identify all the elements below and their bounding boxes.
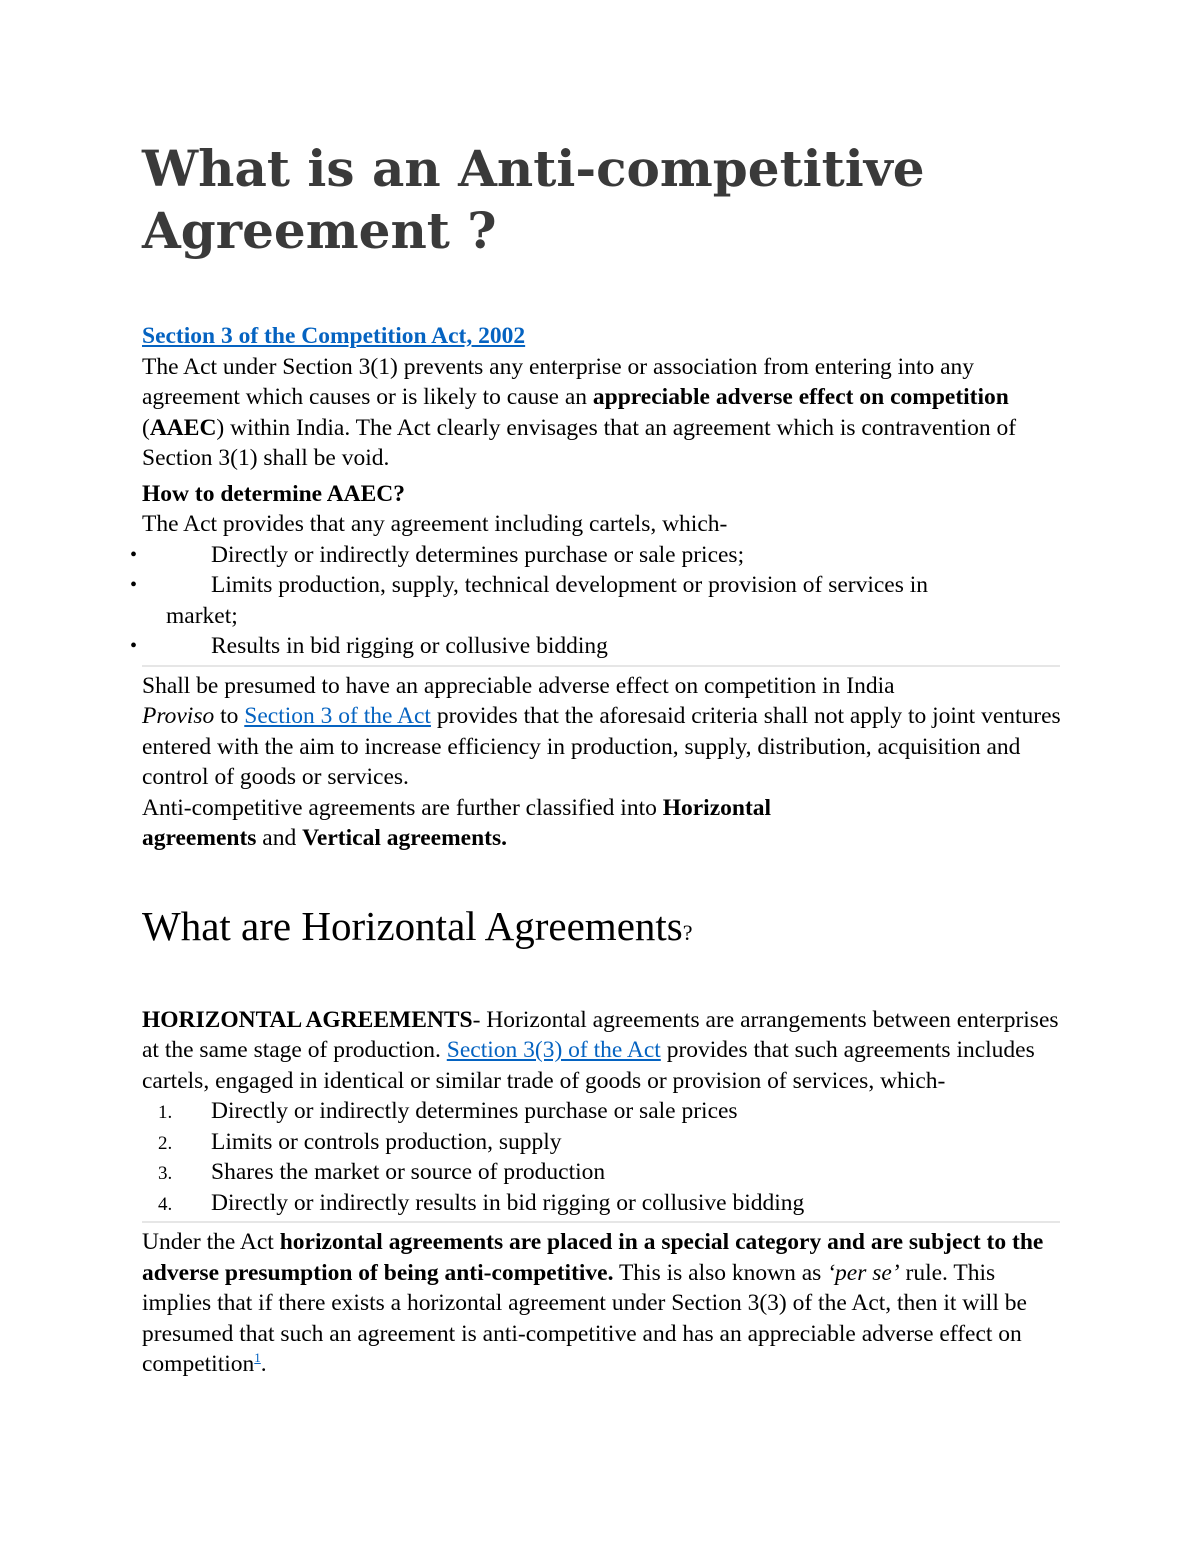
divider [142, 1221, 1060, 1223]
list-item: • Limits production, supply, technical development or provision of services in market; [130, 572, 929, 629]
bullet-icon: • [130, 635, 138, 657]
list-item: 2. Limits or controls production, supply [158, 1128, 562, 1155]
document-content [130, 138, 1062, 1380]
list-item: 4. Directly or indirectly results in bid rigging or collusive bidding [158, 1189, 805, 1216]
page-title: What is an Anti-competitive Agreement ? [142, 139, 925, 260]
list-item: • Directly or indirectly determines purchase or sale prices; [142, 540, 1062, 571]
proviso-paragraph: Proviso to Section 3 of the Act provides that the aforesaid criteria shall not apply to joint ventures entered with the aim to increase efficiency in production, supply, distribution, acquisition and control of goods or services. [142, 703, 1061, 790]
horizontal-heading: What are Horizontal Agreements? [142, 902, 693, 949]
horizontal-paragraph: HORIZONTAL AGREEMENTS- Horizontal agreements are arrangements between enterprises at the same stage of production. Section 3(3) of the Act provides that such agreements includes cartels, engaged in identical or similar trade of goods or provision of services, which- [142, 1006, 1059, 1094]
list-item: 3. Shares the market or source of production [158, 1159, 606, 1185]
section-3-competition-act-link[interactable]: Section 3 of the Competition Act, 2002 [142, 323, 526, 349]
footnote-link[interactable]: 1 [254, 1350, 261, 1366]
presumed-line: Shall be presumed to have an appreciable adverse effect on competition in India [142, 672, 895, 699]
divider [142, 665, 1060, 667]
bullet-icon: • [130, 543, 138, 566]
aaec-intro: The Act provides that any agreement including cartels, which- [142, 511, 728, 537]
section-3-3-act-link[interactable]: Section 3(3) of the Act [446, 1037, 661, 1063]
list-item: • Results in bid rigging or collusive bidding [142, 631, 1062, 662]
section-3-act-link[interactable]: Section 3 of the Act [244, 703, 431, 729]
classification-paragraph: Anti-competitive agreements are further classified into Horizontal agreements and Vertical agreements. [142, 794, 772, 851]
aaec-bullet-list [130, 540, 1062, 662]
aaec-subheading: How to determine AAEC? [142, 480, 406, 507]
list-item: 1. Directly or indirectly determines purchase or sale prices [158, 1098, 738, 1124]
section-3-heading-line [142, 321, 1062, 352]
intro-paragraph: The Act under Section 3(1) prevents any enterprise or association from entering into any agreement which causes or is likely to cause an appreciable adverse effect on competition (AAEC) within India. The Act clearly envisages that an agreement which is contravention of Section 3(1) shall be void. [142, 353, 1017, 471]
per-se-paragraph: Under the Act horizontal agreements are placed in a special category and are subject to the adverse presumption of being anti-competitive. This is also known as ‘per se’ rule. This implies that if there exists a horizontal agreement under Section 3(3) of the Act, then it will be presumed that such an agreement is anti-competitive and has an appreciable adverse effect on competition$^1$. [142, 1229, 1044, 1377]
bullet-icon: • [130, 574, 138, 596]
horizontal-numbered-list [142, 1096, 1062, 1218]
